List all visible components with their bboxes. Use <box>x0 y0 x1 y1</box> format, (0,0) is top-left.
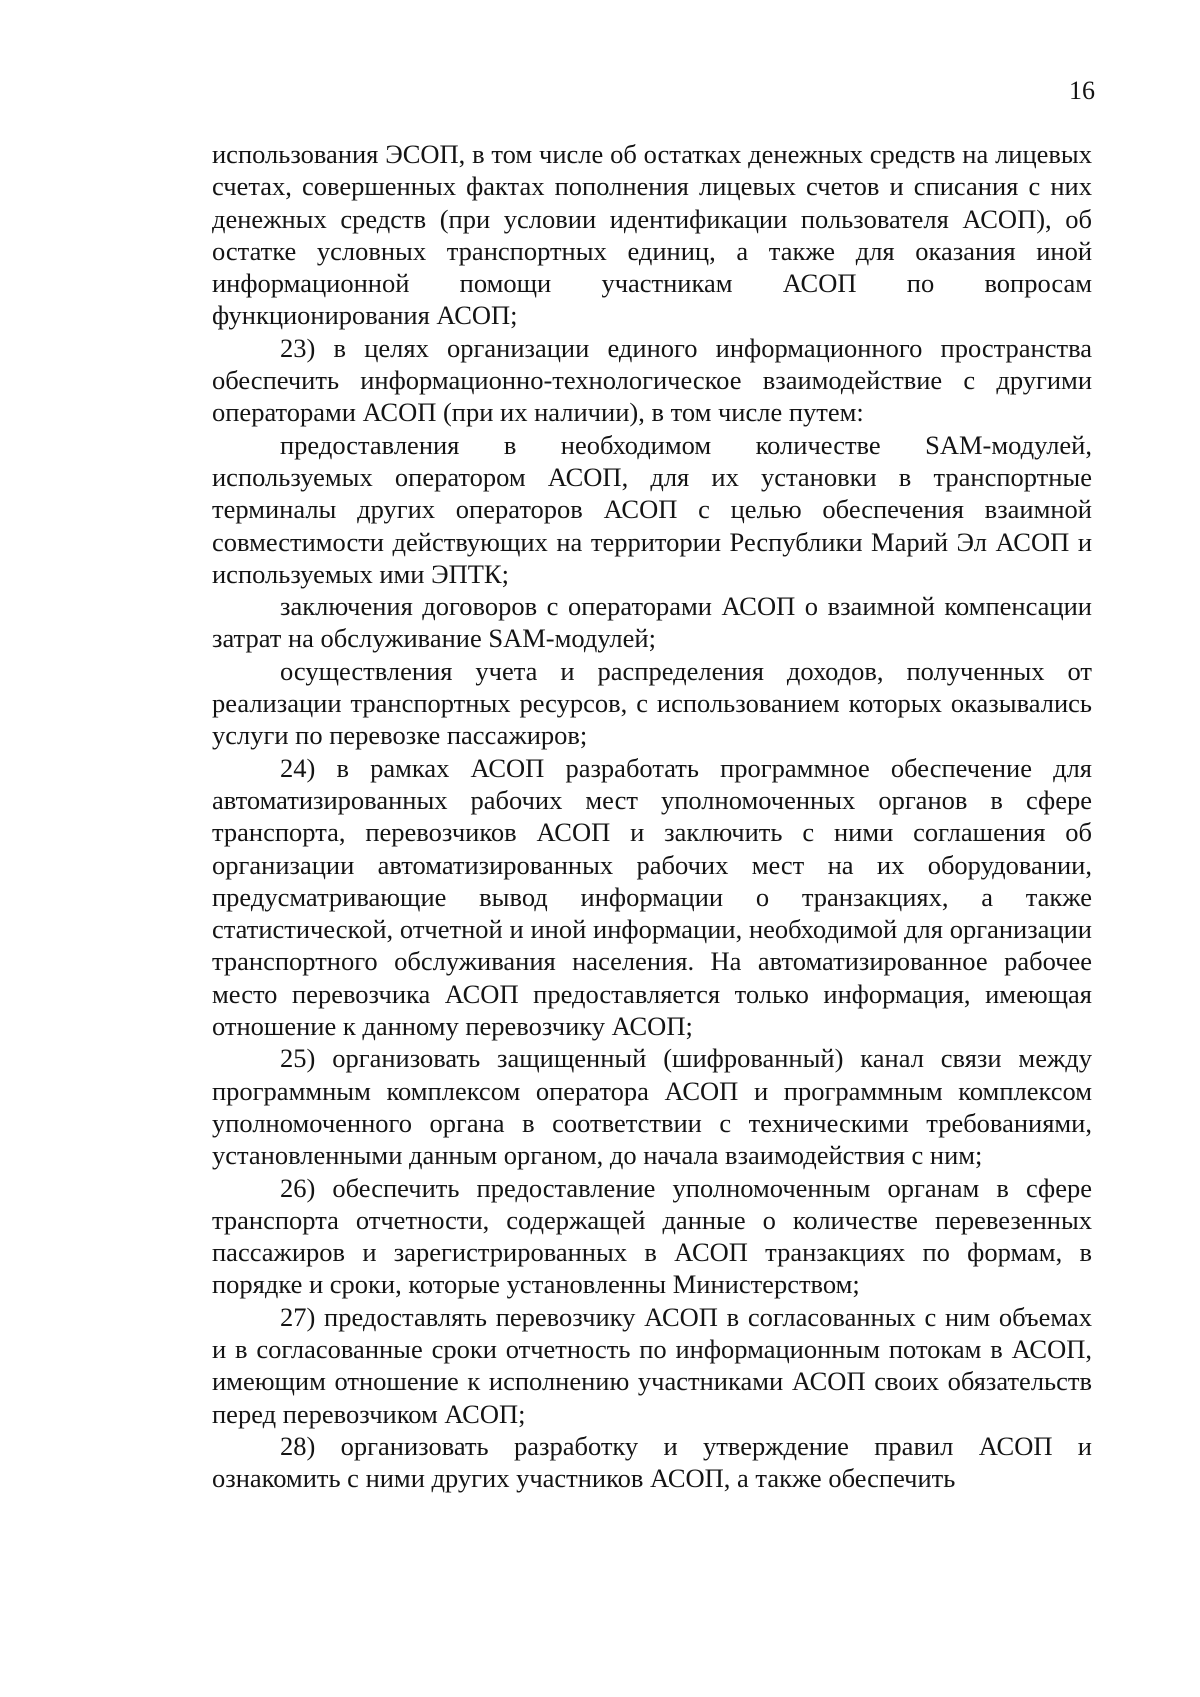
paragraph-item-25: 25) организовать защищенный (шифрованный) канал связи между программным комплексом оператора АСОП и программным комплексом уполномоченного органа в соответствии с техническими требованиями, установленными данным органом, до начала взаимодействия с ним; <box>212 1043 1092 1171</box>
page-number: 16 <box>1069 76 1095 105</box>
paragraph-sam-modules-provision: предоставления в необходимом количестве SAM-модулей, используемых оператором АСОП, для их установки в транспортные терминалы других операторов АСОП с целью обеспечения взаимной совместимости действующих на территории Республики Марий Эл АСОП и используемых ими ЭПТК; <box>212 429 1092 589</box>
paragraph-item-24: 24) в рамках АСОП разработать программное обеспечение для автоматизированных рабочих мест уполномоченных органов в сфере транспорта, перевозчиков АСОП и заключить с ними соглашения об организации автоматизированных рабочих мест на их оборудовании, предусматривающие вывод информации о транзакциях, а также статистической, отчетной и иной информации, необходимой для организации транспортного обслуживания населения. На автоматизированное рабочее место перевозчика АСОП предоставляется только информация, имеющая отношение к данному перевозчику АСОП; <box>212 752 1092 1042</box>
paragraph-continuation: использования ЭСОП, в том числе об остатках денежных средств на лицевых счетах, совершенных фактах пополнения лицевых счетов и списания с них денежных средств (при условии идентификации пользователя АСОП), об остатке условных транспортных единиц, а также для оказания иной информационной помощи участникам АСОП по вопросам функционирования АСОП; <box>212 139 1092 331</box>
document-body <box>212 138 1092 1494</box>
paragraph-contracts-compensation: заключения договоров с операторами АСОП о взаимной компенсации затрат на обслуживание SAM-модулей; <box>212 591 1092 654</box>
paragraph-item-23: 23) в целях организации единого информационного пространства обеспечить информационно-технологическое взаимодействие с другими операторами АСОП (при их наличии), в том числе путем: <box>212 332 1092 428</box>
paragraph-revenue-accounting: осуществления учета и распределения доходов, полученных от реализации транспортных ресурсов, с использованием которых оказывались услуги по перевозке пассажиров; <box>212 655 1092 751</box>
paragraph-item-28: 28) организовать разработку и утверждение правил АСОП и ознакомить с ними других участников АСОП, а также обеспечить <box>212 1430 1092 1494</box>
paragraph-item-26: 26) обеспечить предоставление уполномоченным органам в сфере транспорта отчетности, содержащей данные о количестве перевезенных пассажиров и зарегистрированных в АСОП транзакциях по формам, в порядке и сроки, которые установленны Министерством; <box>212 1172 1092 1300</box>
paragraph-item-27: 27) предоставлять перевозчику АСОП в согласованных с ним объемах и в согласованные сроки отчетность по информационным потокам в АСОП, имеющим отношение к исполнению участниками АСОП своих обязательств перед перевозчиком АСОП; <box>212 1301 1092 1429</box>
